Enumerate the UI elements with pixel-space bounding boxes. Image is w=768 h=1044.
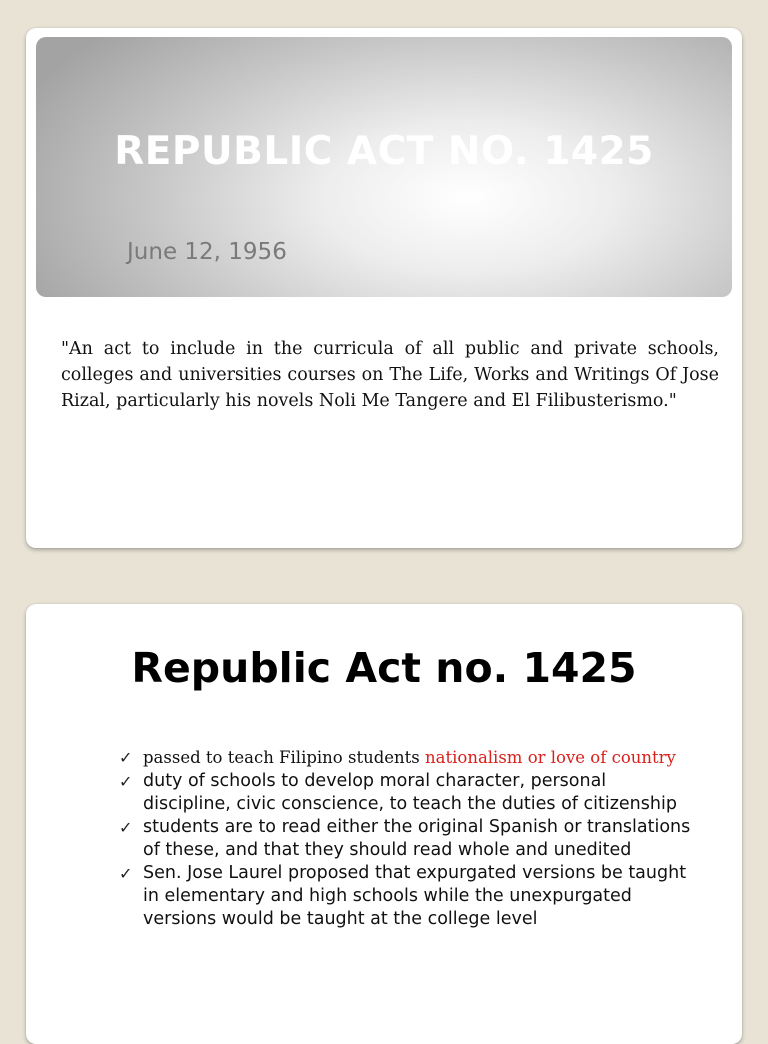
slide-1 xyxy=(26,28,742,548)
slide-2 xyxy=(26,604,742,1044)
slide-1-title: REPUBLIC ACT NO. 1425 xyxy=(114,129,654,174)
title-banner xyxy=(36,37,732,297)
bullet-item xyxy=(119,862,699,931)
check-icon: ✓ xyxy=(119,748,133,767)
bullet-text: duty of schools to develop moral character, personal discipline, civic conscience, to teach the duties of citizenship xyxy=(143,771,677,814)
bullet-list xyxy=(119,746,699,931)
slide-2-title: Republic Act no. 1425 xyxy=(131,644,637,692)
bullet-item xyxy=(119,816,699,862)
bullet-item xyxy=(119,770,699,816)
bullet-highlight-text: nationalism or love of country xyxy=(425,748,676,767)
bullet-text: Sen. Jose Laurel proposed that expurgated versions be taught in elementary and high schools while the unexpurgated versions would be taught at the college level xyxy=(143,863,687,929)
act-description-quote: "An act to include in the curricula of all public and private schools, colleges and universities courses on The Life, Works and Writings Of Jose Rizal, particularly his novels Noli Me Tangere and El Filibusterismo." xyxy=(61,339,719,411)
slide-1-date: June 12, 1956 xyxy=(127,239,287,265)
check-icon: ✓ xyxy=(119,864,133,883)
bullet-text: students are to read either the original Spanish or translations of these, and that they should read whole and unedited xyxy=(143,817,691,860)
check-icon: ✓ xyxy=(119,818,133,837)
bullet-text: passed to teach Filipino students xyxy=(143,748,426,767)
check-icon: ✓ xyxy=(119,772,133,791)
bullet-item xyxy=(119,746,699,770)
